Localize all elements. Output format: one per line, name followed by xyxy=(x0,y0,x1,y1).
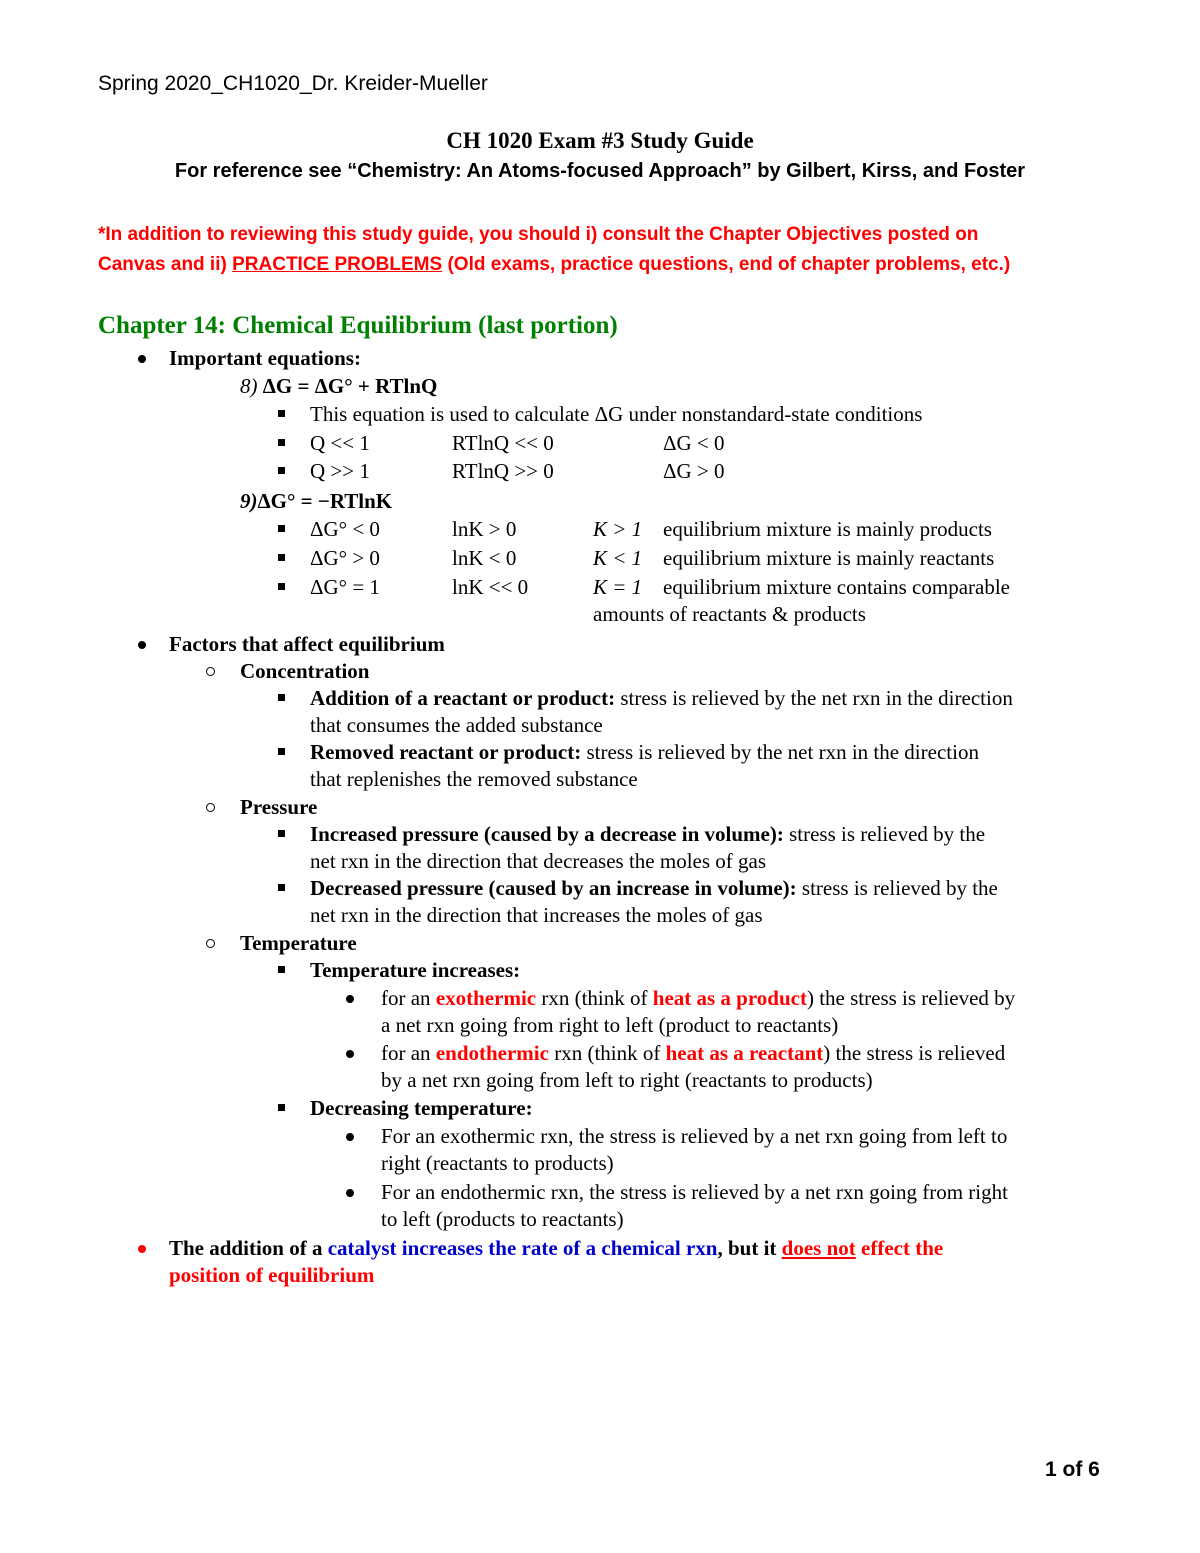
eq9-row3-k: K = 1 xyxy=(593,575,643,599)
eq8-row-q-large-rtlnq: RTlnQ >> 0 xyxy=(452,459,554,483)
dec-exothermic-item: For an exothermic rxn, the stress is relieved by a net rxn going from left to xyxy=(381,1124,1008,1148)
square-bullet-icon xyxy=(278,583,285,590)
dec-exothermic-item-cont: right (reactants to products) xyxy=(381,1151,614,1175)
square-bullet-icon xyxy=(278,966,285,973)
catalyst-item: The addition of a catalyst increases the rate of a chemical rxn, but it does not effect the xyxy=(169,1236,944,1260)
practice-problems-emphasis: PRACTICE PROBLEMS xyxy=(232,254,443,275)
addition-item-cont: that consumes the added substance xyxy=(310,713,603,737)
temperature-increases-label: Temperature increases: xyxy=(310,958,521,982)
eq9-row1-lnk: lnK > 0 xyxy=(452,517,517,541)
decreased-pressure-cont: net rxn in the direction that increases the moles of gas xyxy=(310,903,763,927)
decreasing-temperature-label: Decreasing temperature: xyxy=(310,1096,533,1120)
eq9-row3-dg: ΔG° = 1 xyxy=(310,575,380,599)
square-bullet-icon xyxy=(278,554,285,561)
circle-bullet-icon xyxy=(206,803,215,812)
temperature-label: Temperature xyxy=(240,931,357,955)
square-bullet-icon xyxy=(278,830,285,837)
increased-pressure-cont: net rxn in the direction that decreases the moles of gas xyxy=(310,849,767,873)
chapter-heading: Chapter 14: Chemical Equilibrium (last portion) xyxy=(98,312,618,339)
eq9-row2-desc: equilibrium mixture is mainly reactants xyxy=(663,546,995,570)
page-title: CH 1020 Exam #3 Study Guide xyxy=(446,128,754,153)
bullet-icon xyxy=(138,355,146,363)
increased-pressure-item: Increased pressure (caused by a decrease in volume): stress is relieved by the xyxy=(310,822,986,846)
eq9-row2-dg: ΔG° > 0 xyxy=(310,546,380,570)
equation-8: 8) ΔG = ΔG° + RTlnQ xyxy=(240,374,438,398)
removed-item-cont: that replenishes the removed substance xyxy=(310,767,638,791)
course-header: Spring 2020_CH1020_Dr. Kreider-Mueller xyxy=(98,72,488,95)
square-bullet-icon xyxy=(278,525,285,532)
eq8-row-q-small-dg: ΔG < 0 xyxy=(663,431,725,455)
note-line-2: Canvas and ii) PRACTICE PROBLEMS (Old exams, practice questions, end of chapter problems, etc.) xyxy=(98,254,1011,275)
bullet-icon xyxy=(346,1133,354,1141)
note-line-1: *In addition to reviewing this study guide, you should i) consult the Chapter Objectives posted on xyxy=(98,224,979,245)
bullet-icon xyxy=(346,995,354,1003)
page-number: 1 of 6 xyxy=(1045,1458,1100,1481)
eq8-row-q-large-dg: ΔG > 0 xyxy=(663,459,725,483)
circle-bullet-icon xyxy=(206,939,215,948)
eq9-row3-desc-cont: amounts of reactants & products xyxy=(593,602,866,626)
exothermic-item: for an exothermic rxn (think of heat as a product) the stress is relieved by xyxy=(381,986,1016,1010)
exothermic-item-cont: a net rxn going from right to left (product to reactants) xyxy=(381,1013,839,1037)
eq9-row2-lnk: lnK < 0 xyxy=(452,546,517,570)
bullet-icon xyxy=(138,641,146,649)
square-bullet-icon xyxy=(278,694,285,701)
square-bullet-icon xyxy=(278,467,285,474)
factors-label: Factors that affect equilibrium xyxy=(169,632,445,656)
eq9-row1-dg: ΔG° < 0 xyxy=(310,517,380,541)
eq8-note: This equation is used to calculate ΔG under nonstandard-state conditions xyxy=(310,402,923,426)
eq8-row-q-small: Q << 1 xyxy=(310,431,370,455)
eq9-row3-desc: equilibrium mixture contains comparable xyxy=(663,575,1010,599)
removed-item: Removed reactant or product: stress is relieved by the net rxn in the direction xyxy=(310,740,979,764)
bullet-icon xyxy=(346,1050,354,1058)
dec-endothermic-item: For an endothermic rxn, the stress is relieved by a net rxn going from right xyxy=(381,1180,1008,1204)
square-bullet-icon xyxy=(278,884,285,891)
endothermic-item-cont: by a net rxn going from left to right (reactants to products) xyxy=(381,1068,873,1092)
square-bullet-icon xyxy=(278,1104,285,1111)
concentration-label: Concentration xyxy=(240,659,370,683)
page-subtitle: For reference see “Chemistry: An Atoms-focused Approach” by Gilbert, Kirss, and Foster xyxy=(174,160,1026,182)
equation-9: 9)ΔG° = −RTlnK xyxy=(240,489,393,513)
eq8-row-q-small-rtlnq: RTlnQ << 0 xyxy=(452,431,554,455)
square-bullet-icon xyxy=(278,748,285,755)
square-bullet-icon xyxy=(278,439,285,446)
eq9-row2-k: K < 1 xyxy=(593,546,643,570)
addition-item: Addition of a reactant or product: stress is relieved by the net rxn in the direction xyxy=(310,686,1013,710)
pressure-label: Pressure xyxy=(240,795,318,819)
decreased-pressure-item: Decreased pressure (caused by an increase in volume): stress is relieved by the xyxy=(310,876,998,900)
bullet-icon xyxy=(138,1245,146,1253)
endothermic-item: for an endothermic rxn (think of heat as a reactant) the stress is relieved xyxy=(381,1041,1006,1065)
eq9-row1-desc: equilibrium mixture is mainly products xyxy=(663,517,992,541)
eq9-row3-lnk: lnK << 0 xyxy=(452,575,529,599)
catalyst-item-cont: position of equilibrium xyxy=(169,1263,375,1287)
bullet-icon xyxy=(346,1189,354,1197)
square-bullet-icon xyxy=(278,410,285,417)
circle-bullet-icon xyxy=(206,667,215,676)
eq9-row1-k: K > 1 xyxy=(593,517,643,541)
equations-label: Important equations: xyxy=(169,346,361,370)
dec-endothermic-item-cont: to left (products to reactants) xyxy=(381,1207,624,1231)
eq8-row-q-large: Q >> 1 xyxy=(310,459,370,483)
